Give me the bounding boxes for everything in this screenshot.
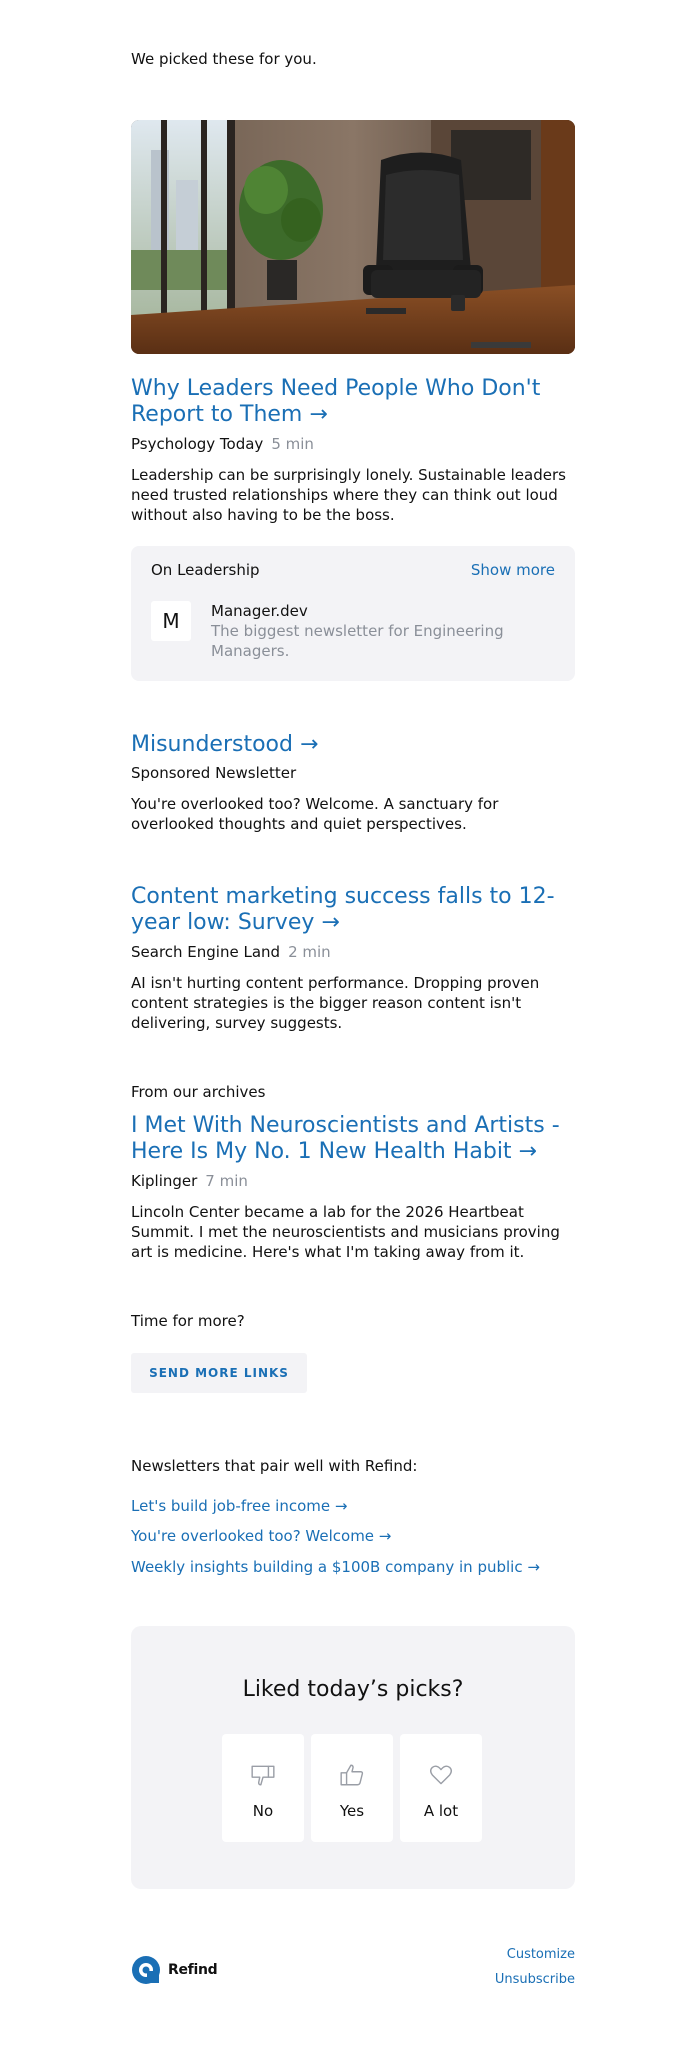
article-description: You're overlooked too? Welcome. A sanctuary for overlooked thoughts and quiet perspectives. (131, 795, 499, 833)
feedback-option-label: Yes (339, 1802, 365, 1820)
article-source: Search Engine Land (131, 943, 281, 961)
article-source: Psychology Today (131, 435, 264, 453)
customize-link[interactable]: Customize (506, 1947, 575, 1962)
intro-text: We picked these for you. (131, 50, 317, 68)
article-description: Lincoln Center became a lab for the 2026 Heartbeat Summit. I met the neuroscientists and musicians proving art is medicine. Here's what I'm taking away from it. (131, 1203, 560, 1261)
show-more-link[interactable]: Show more (470, 561, 555, 579)
archives-label: From our archives (131, 1083, 266, 1101)
article-meta (131, 942, 575, 962)
feedback-no-button[interactable] (222, 1734, 304, 1842)
refind-logo[interactable] (131, 1955, 221, 1987)
feedback-option-label: No (252, 1802, 274, 1820)
feedback-option-label: A lot (423, 1802, 459, 1820)
article-meta (131, 434, 575, 454)
refind-logo-icon (131, 1955, 161, 1985)
article-title-link[interactable]: I Met With Neuroscientists and Artists - Here Is My No. 1 New Health Habit → (131, 1113, 560, 1164)
feedback-panel (131, 1626, 575, 1889)
feedback-yes-button[interactable] (311, 1734, 393, 1842)
article-source: Kiplinger (131, 1172, 198, 1190)
thumbs-up-icon (339, 1762, 365, 1788)
read-time: 2 min (288, 943, 331, 961)
newsletter-name[interactable]: Manager.dev (211, 602, 308, 620)
unsubscribe-link[interactable]: Unsubscribe (494, 1972, 575, 1987)
related-newsletter-box (131, 546, 575, 681)
more-prompt: Time for more? (131, 1312, 245, 1330)
send-more-links-button[interactable]: SEND MORE LINKS (131, 1353, 307, 1393)
office-chair-photo (131, 120, 575, 354)
article-source: Sponsored Newsletter (131, 764, 297, 782)
read-time: 5 min (271, 435, 314, 453)
article-description: AI isn't hurting content performance. Dropping proven content strategies is the bigger reason content isn't delivering, survey suggests. (131, 974, 540, 1032)
article-title-link[interactable]: Misunderstood → (131, 732, 319, 757)
article-hero-image[interactable] (131, 120, 575, 354)
pairing-heading: Newsletters that pair well with Refind: (131, 1457, 418, 1475)
newsletter-logo[interactable]: M (151, 601, 191, 641)
article-title-link[interactable]: Why Leaders Need People Who Don't Report to Them → (131, 376, 541, 427)
newsletter-description: The biggest newsletter for Engineering Managers. (211, 622, 504, 660)
article-description: Leadership can be surprisingly lonely. Sustainable leaders need trusted relationships where they can think out loud without also having to be the boss. (131, 466, 566, 524)
article-meta (131, 1171, 575, 1191)
article-title-link[interactable]: Content marketing success falls to 12-year low: Survey → (131, 884, 555, 935)
pairing-link[interactable]: Weekly insights building a $100B company in public → (131, 1558, 540, 1576)
feedback-title: Liked today’s picks? (242, 1677, 464, 1702)
box-heading: On Leadership (151, 561, 260, 579)
read-time: 7 min (205, 1172, 248, 1190)
pairing-link[interactable]: Let's build job-free income → (131, 1497, 348, 1515)
pairing-link[interactable]: You're overlooked too? Welcome → (131, 1527, 392, 1545)
feedback-a-lot-button[interactable] (400, 1734, 482, 1842)
thumbs-down-icon (250, 1762, 276, 1788)
heart-icon (428, 1762, 454, 1788)
brand-name: Refind (168, 1962, 218, 1978)
